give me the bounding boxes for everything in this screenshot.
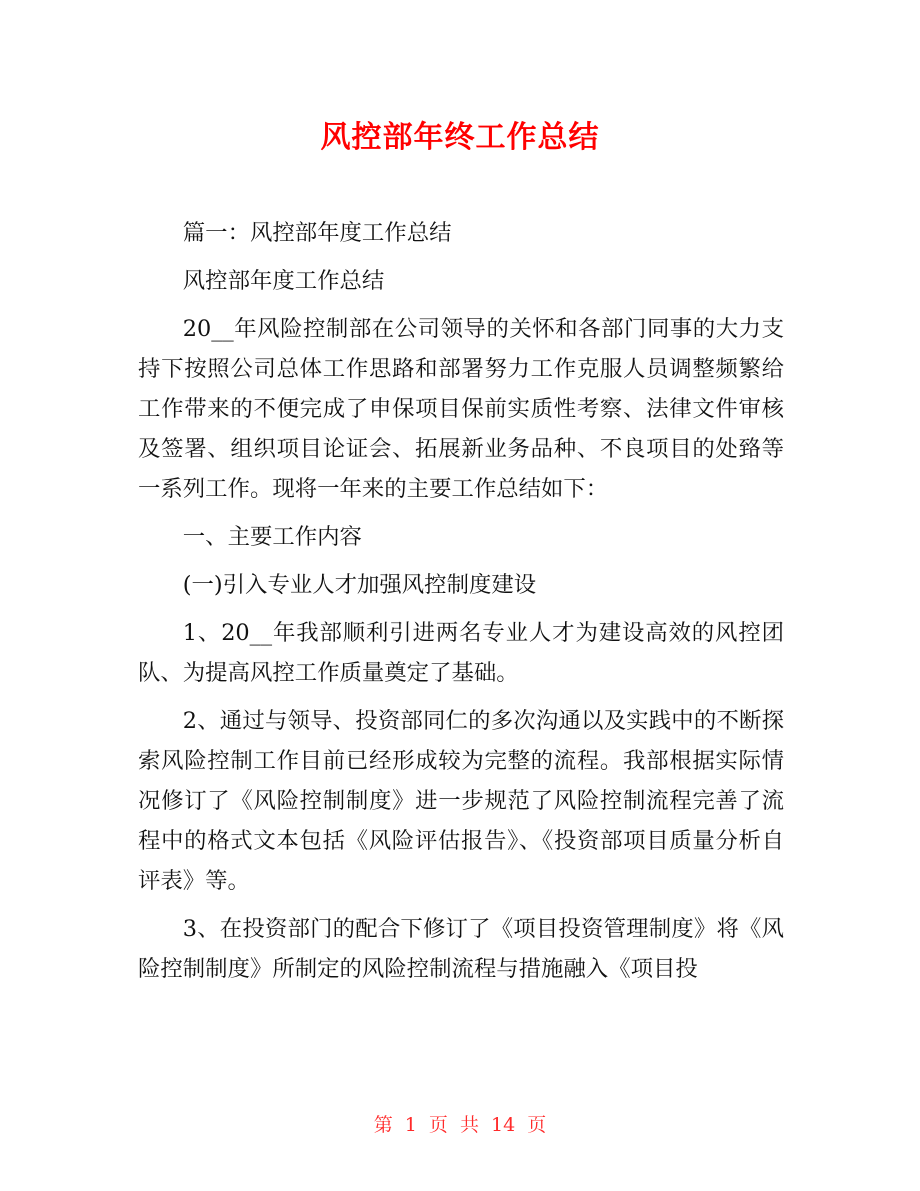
paragraph-subtitle: 风控部年度工作总结 xyxy=(182,268,385,294)
paragraph-item-1: 1、20__年我部顺利引进两名专业人才为建设高效的风控团队、为提高风控工作质量奠定了基础。 xyxy=(138,620,784,686)
paragraph-item-3: 3、在投资部门的配合下修订了《项目投资管理制度》将《风险控制制度》所制定的风险控制流程与措施融入《项目投 xyxy=(138,916,784,982)
paragraph-chapter-heading: 篇一：风控部年度工作总结 xyxy=(182,220,452,246)
document-body xyxy=(138,213,784,997)
page-number-footer: 第 1 页 共 14 页 xyxy=(373,1114,547,1136)
document-title: 风控部年终工作总结 xyxy=(320,120,600,155)
paragraph-item-2: 2、通过与领导、投资部同仁的多次沟通以及实践中的不断探索风险控制工作目前已经形成较为完整的流程。我部根据实际情况修订了《风险控制制度》进一步规范了风险控制流程完善了流程中的格式文本包括《风险评估报告》、《投资部项目质量分析自评表》等。 xyxy=(138,708,784,894)
paragraph-subsection-heading: (一)引入专业人才加强风控制度建设 xyxy=(182,572,537,598)
paragraph-section-heading: 一、主要工作内容 xyxy=(182,524,362,550)
paragraph-intro: 20__年风险控制部在公司领导的关怀和各部门同事的大力支持下按照公司总体工作思路和部署努力工作克服人员调整频繁给工作带来的不便完成了申保项目保前实质性考察、法律文件审核及签署、组织项目论证会、拓展新业务品种、不良项目的处臵等一系列工作。现将一年来的主要工作总结如下： xyxy=(138,316,784,502)
